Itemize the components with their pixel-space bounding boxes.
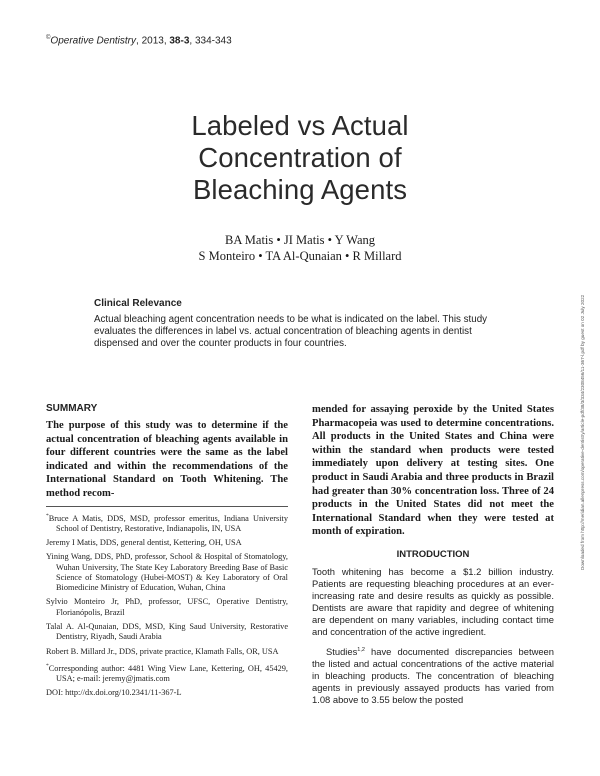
journal-volume: 38-3 <box>169 35 190 47</box>
citation-refs[interactable]: 1,2 <box>357 646 365 653</box>
corresponding-author-text: Corresponding author: 4481 Wing View Lane, Kettering, OH, 45429, USA; e-mail: jeremy@jmatis.com <box>48 663 288 683</box>
title-line-1: Labeled vs Actual <box>191 110 409 141</box>
title-line-3: Bleaching Agents <box>192 174 408 205</box>
corresponding-mark: * <box>46 662 49 669</box>
affiliation-1-text: Bruce A Matis, DDS, MSD, professor emeritus, Indiana University School of Dentistry, Restorative, Indianapolis, IN, USA <box>48 513 288 533</box>
affiliation-1 <box>46 511 288 534</box>
affiliation-4: Sylvio Monteiro Jr, PhD, professor, UFSC, Operative Dentistry, Florianópolis, Brazil <box>46 597 288 617</box>
affiliation-6: Robert B. Millard Jr., DDS, private practice, Klamath Falls, OR, USA <box>46 646 279 656</box>
summary-text: The purpose of this study was to determine if the actual concentration of bleaching agents available in four different countries were the same as the label indicated and within the recommendations of the International Standard on Tooth Whitening. The method recom- <box>46 420 288 499</box>
affiliation-2: Jeremy I Matis, DDS, general dentist, Kettering, OH, USA <box>46 537 242 547</box>
right-column <box>312 403 554 706</box>
download-watermark-text: Downloaded from http://meridian.allenpress.com/operative-dentistry/article-pdf/38/3/334/2308456/11-367-l.pdf by guest on 02 July 2022 <box>580 294 585 570</box>
authors-line-2: S Monteiro • TA Al-Qunaian • R Millard <box>198 249 402 263</box>
article-title <box>100 110 500 206</box>
introduction-heading: INTRODUCTION <box>396 548 470 560</box>
clinical-relevance-text: Actual bleaching agent concentration needs to be what is indicated on the label. This study evaluates the differences in label vs. actual concentration of bleaching agents in dentist dispensed and over the counter products in four countries. <box>94 314 488 349</box>
journal-pages: , 334-343 <box>189 35 232 47</box>
affiliation-5: Talal A. Al-Qunaian, DDS, MSD, King Saud University, Restorative Dentistry, Riyadh, Saudi Arabia <box>46 622 288 642</box>
corresponding-author <box>46 661 288 684</box>
authors-line-1: BA Matis • JI Matis • Y Wang <box>225 233 375 247</box>
affiliation-1-mark: * <box>46 512 49 519</box>
journal-year: , 2013, <box>136 35 170 47</box>
copyright-symbol: © <box>46 35 51 41</box>
author-list <box>100 232 500 264</box>
journal-name: Operative Dentistry <box>50 35 137 47</box>
clinical-relevance-section <box>94 298 514 350</box>
affiliation-3: Yining Wang, DDS, PhD, professor, School & Hospital of Stomatology, Wuhan University, The State Key Laboratory Breeding Base of Basic Science of Stomatology (Hubei-MOST) & Key Laboratory of Oral Biomedicine Ministry of Education, Wuhan, China <box>46 552 288 593</box>
intro-p2-start: Studies <box>326 646 358 658</box>
intro-p2-rest: have documented discrepancies between the listed and actual concentrations of the active material in bleaching products. The concentration of bleaching agents in previously assayed products has varied from 1.08 above to 3.55 below the posted <box>312 646 554 706</box>
title-line-2: Concentration of <box>198 142 402 173</box>
summary-heading: SUMMARY <box>46 403 98 414</box>
introduction-paragraph-1: Tooth whitening has become a $1.2 billion industry. Patients are requesting bleaching procedures at an ever-increasing rate and desire results as quickly as possible. Dentists are aware that rapidity and degree of whitening are dependent on many variables, including contact time and concentration of the active ingredient. <box>312 565 554 637</box>
introduction-paragraph-2 <box>312 644 554 706</box>
clinical-relevance-heading: Clinical Relevance <box>94 298 182 309</box>
footnote-divider <box>46 506 288 507</box>
summary-continued: mended for assaying peroxide by the United States Pharmacopeia was used to determine concentrations. All products in the United States and China were within the standard when products were tested immediately upon delivery at testing sites. One product in Saudi Arabia and three products in Brazil had greater than 30% concentration loss. Three of 24 products in the United States did not meet the International Standard when they were tested at month of expiration. <box>312 404 554 538</box>
left-column <box>46 403 288 697</box>
doi-link[interactable]: DOI: http://dx.doi.org/10.2341/11-367-L <box>46 688 182 698</box>
journal-citation <box>46 35 232 46</box>
